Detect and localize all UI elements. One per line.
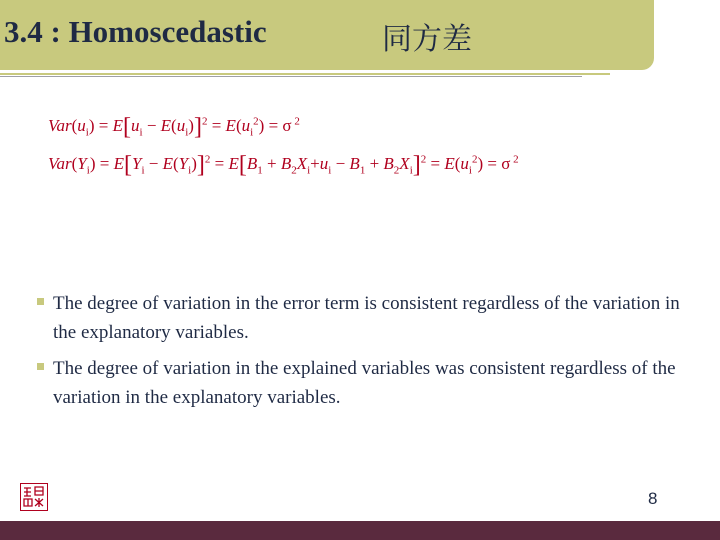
slide-title: 3.4 : Homoscedastic <box>4 14 267 49</box>
seal-logo-icon <box>20 483 48 511</box>
page-number: 8 <box>648 489 658 508</box>
bullet-list <box>36 289 686 419</box>
bullet-square-icon <box>37 363 44 370</box>
formula-var-y: $Var(Y_i) = E[Y_i - E(Y_i)]^2 = E[B_1 + B_2X_i+u_i - B_1 + B_2X_i]^2 = E(u_i^2) = \sigma$ $^2$ <box>48 152 519 178</box>
slide-title-chinese: 同方差 <box>382 22 472 57</box>
bullet-item <box>36 289 686 347</box>
bullet-square-icon <box>37 298 44 305</box>
title-bar <box>0 0 654 70</box>
bullet-item <box>36 354 686 412</box>
bullet-text: The degree of variation in the error term is consistent regardless of the variation in the explanatory variables. <box>53 293 680 343</box>
formula-var-u: $Var(u_i) = E[u_i - E(u_i)]^2 = E(u_i^2) = \sigma$ $^2$ <box>48 114 300 140</box>
bullet-text: The degree of variation in the explained variables was consistent regardless of the variation in the explanatory variables. <box>53 358 676 408</box>
title-underline <box>0 73 610 75</box>
title-underline-thin <box>0 76 582 77</box>
footer-bar <box>0 521 720 540</box>
